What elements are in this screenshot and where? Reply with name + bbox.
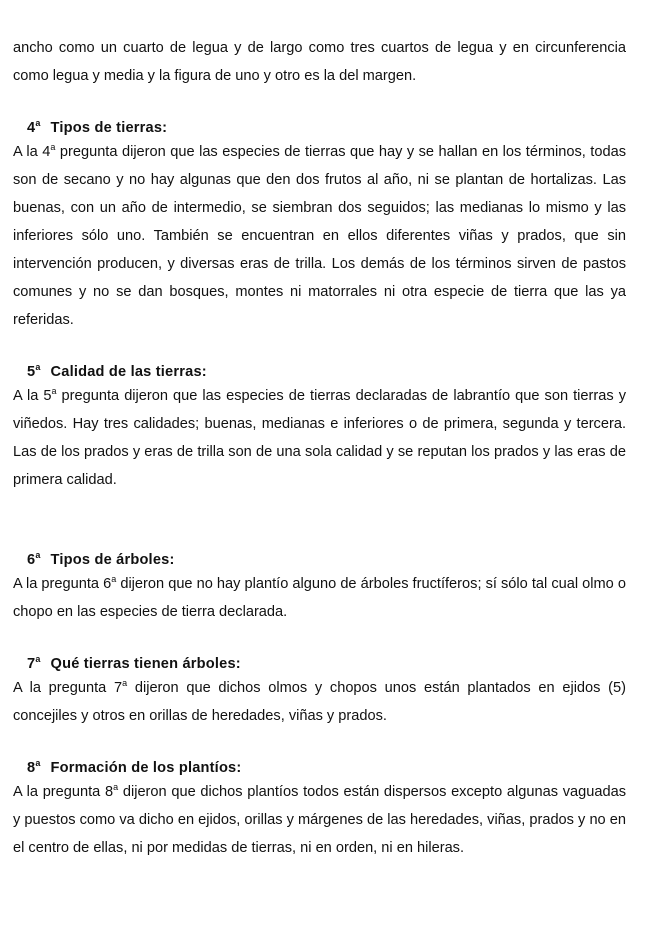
intro-text: ancho como un cuarto de legua y de largo como tres cuartos de legua y en circunferencia como legua y media y la figura de uno y otro es la del margen. xyxy=(13,40,626,84)
section-heading xyxy=(13,550,626,570)
section-paragraph xyxy=(13,778,626,862)
section-8 xyxy=(13,758,626,862)
section-title: Qué tierras tienen árboles: xyxy=(50,656,241,672)
section-title: Tipos de árboles: xyxy=(50,552,175,568)
section-paragraph xyxy=(13,570,626,626)
section-body: dijeron que dichos plantíos todos están dispersos excepto algunas vaguadas y puestos como va dicho en ejidos, orillas y márgenes de las heredades, viñas, prados y no en el centro de ellas, ni por medidas de tierras, ni en orden, ni en hileras. xyxy=(13,784,626,856)
section-lead-sup: a xyxy=(111,574,117,584)
section-lead: A la 4 xyxy=(13,144,51,160)
section-number: 6 xyxy=(27,552,36,568)
section-heading xyxy=(13,654,626,674)
section-number-sup: a xyxy=(35,118,41,128)
section-lead-sup: a xyxy=(51,386,57,396)
section-4 xyxy=(13,118,626,334)
section-lead: A la pregunta 7 xyxy=(13,680,123,696)
section-paragraph xyxy=(13,674,626,730)
section-lead: A la pregunta 6 xyxy=(13,576,112,592)
section-body: dijeron que dichos olmos y chopos unos están plantados en ejidos (5) concejiles y otros en orillas de heredades, viñas y prados. xyxy=(13,680,626,724)
section-title: Formación de los plantíos: xyxy=(50,760,242,776)
section-lead: A la 5 xyxy=(13,388,52,404)
section-5 xyxy=(13,362,626,494)
section-paragraph xyxy=(13,138,626,334)
section-number-sup: a xyxy=(35,758,41,768)
section-number-sup: a xyxy=(35,654,41,664)
section-lead: A la pregunta 8 xyxy=(13,784,114,800)
section-body: pregunta dijeron que las especies de tierras que hay y se hallan en los términos, todas son de secano y no hay algunas que den dos frutos al año, ni se plantan de hortalizas. Las buenas, con un año de intermedio, se siembran dos seguidos; las medianas lo mismo y las inferiores sólo uno. También se encuentran en ellos diferentes viñas y prados, que sin intervención producen, y diversas eras de trilla. Los demás de los términos sirven de pastos comunes y no se dan bosques, montes ni matorrales ni otra especie de tierra que las ya referidas. xyxy=(13,144,627,328)
section-title: Calidad de las tierras: xyxy=(50,364,207,380)
intro-paragraph xyxy=(13,34,626,90)
section-lead-sup: a xyxy=(50,142,56,152)
section-body: dijeron que no hay plantío alguno de árboles fructíferos; sí sólo tal cual olmo o chopo en las especies de tierra declarada. xyxy=(13,576,626,620)
section-number: 8 xyxy=(27,760,36,776)
section-7 xyxy=(13,654,626,730)
section-paragraph xyxy=(13,382,626,494)
section-heading xyxy=(13,758,626,778)
section-lead-sup: a xyxy=(122,678,128,688)
section-6 xyxy=(13,550,626,626)
section-number: 4 xyxy=(27,120,36,136)
section-heading xyxy=(13,362,626,382)
section-body: pregunta dijeron que las especies de tierras declaradas de labrantío que son tierras y viñedos. Hay tres calidades; buenas, medianas e inferiores o de primera, segunda y tercera. Las de los prados y eras de trilla son de una sola calidad y se reputan los prados y las eras de primera calidad. xyxy=(13,388,626,488)
section-lead-sup: a xyxy=(113,782,119,792)
section-number: 5 xyxy=(27,364,36,380)
section-title: Tipos de tierras: xyxy=(50,120,168,136)
section-heading xyxy=(13,118,626,138)
section-number-sup: a xyxy=(35,550,41,560)
section-number: 7 xyxy=(27,656,36,672)
section-number-sup: a xyxy=(35,362,41,372)
